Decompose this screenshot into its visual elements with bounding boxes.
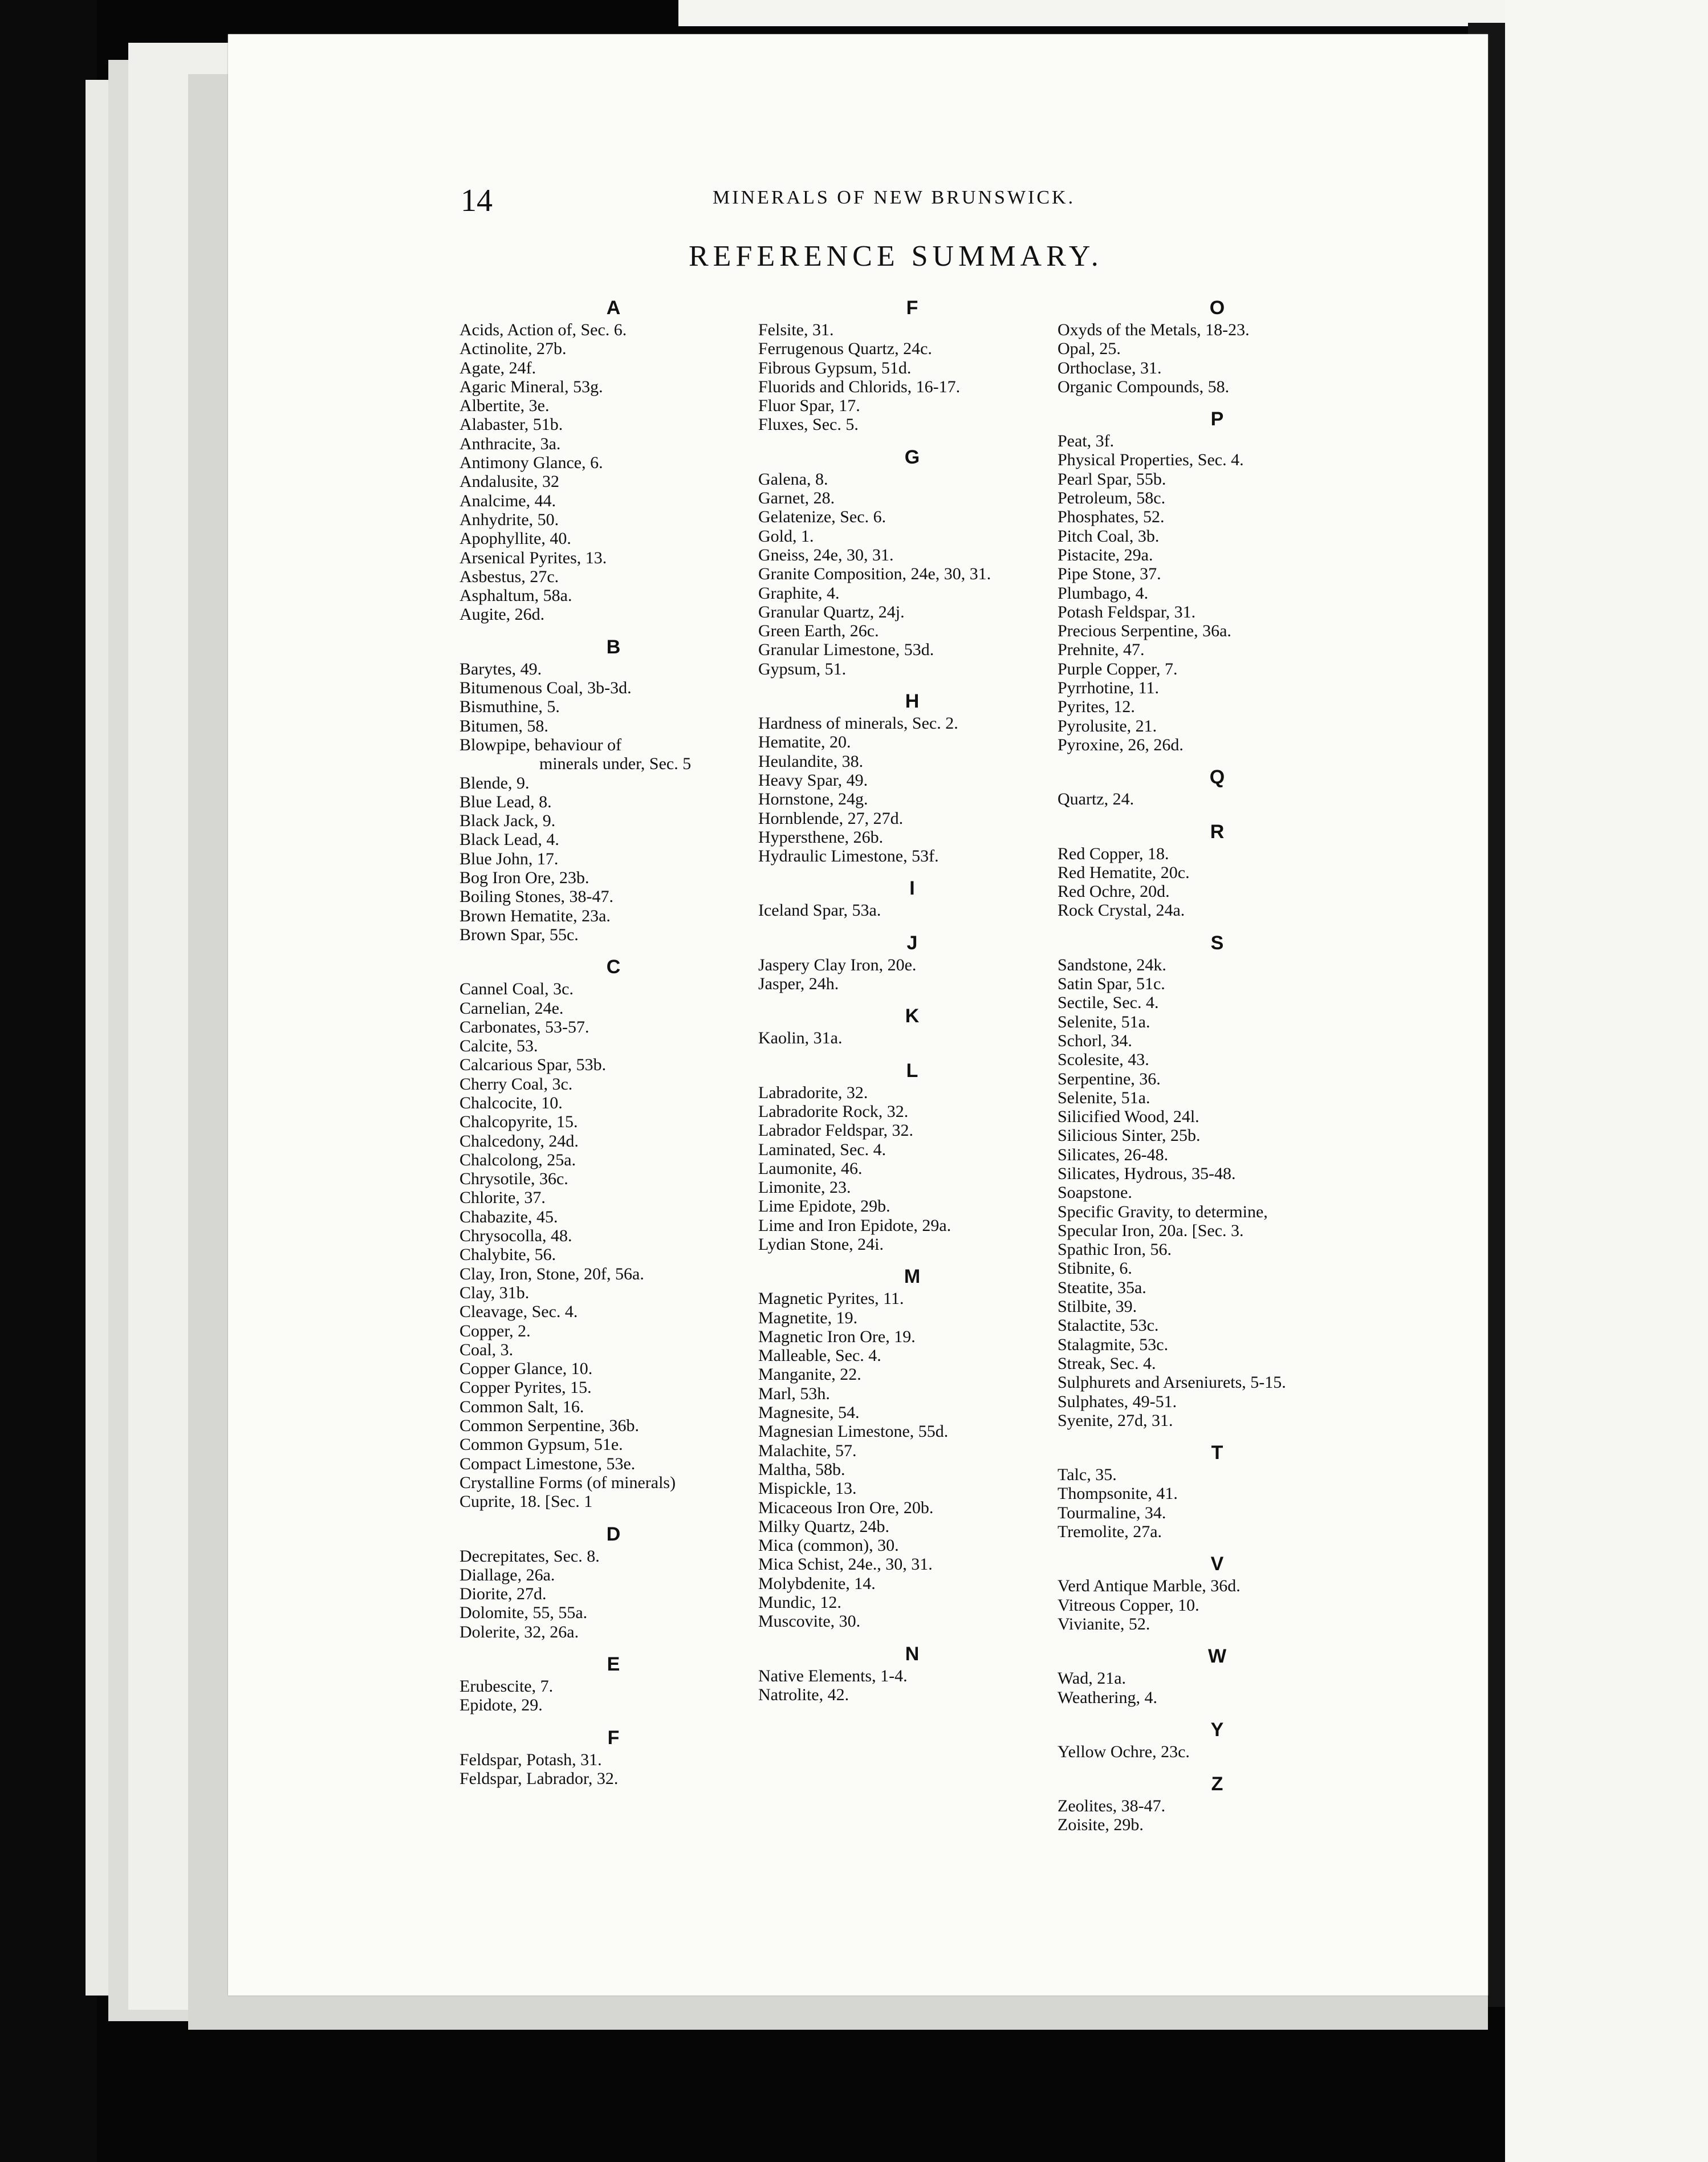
index-entry: Boiling Stones, 38-47. xyxy=(459,887,614,907)
section-letter: E xyxy=(607,1653,620,1675)
index-entry: Red Ochre, 20d. xyxy=(1058,882,1170,901)
index-entry: Agaric Mineral, 53g. xyxy=(459,377,603,396)
index-entry: Acids, Action of, Sec. 6. xyxy=(459,320,627,339)
index-entry: Carnelian, 24e. xyxy=(459,998,564,1018)
entry-list xyxy=(1058,1797,1377,1835)
index-entry: Red Hematite, 20c. xyxy=(1058,863,1190,882)
index-entry: Brown Spar, 55c. xyxy=(459,925,579,944)
index-entry: Syenite, 27d, 31. xyxy=(1058,1411,1173,1430)
index-entry: Fluor Spar, 17. xyxy=(758,396,860,416)
entry-list xyxy=(459,1547,767,1641)
index-entry: Natrolite, 42. xyxy=(758,1685,849,1704)
index-entry: Chrysotile, 36c. xyxy=(459,1169,568,1189)
index-entry: Manganite, 22. xyxy=(758,1365,861,1384)
section-letter: W xyxy=(1207,1645,1227,1668)
index-entry: Cuprite, 18. [Sec. 1 xyxy=(459,1492,593,1511)
index-entry: Vitreous Copper, 10. xyxy=(1058,1595,1199,1615)
index-entry: Blende, 9. xyxy=(459,773,530,793)
index-entry: Serpentine, 36. xyxy=(1058,1069,1161,1088)
index-entry: Silicified Wood, 24l. xyxy=(1058,1107,1199,1127)
index-entry: Dolomite, 55, 55a. xyxy=(459,1603,588,1623)
index-entry: Chalcedony, 24d. xyxy=(459,1131,579,1151)
index-entry: Magnetite, 19. xyxy=(758,1308,858,1327)
index-entry: Mica (common), 30. xyxy=(758,1536,899,1555)
index-entry: Blue John, 17. xyxy=(459,849,559,868)
index-entry: Fluxes, Sec. 5. xyxy=(758,415,859,434)
index-entry: Precious Serpentine, 36a. xyxy=(1058,621,1231,641)
section-letter: M xyxy=(904,1266,921,1288)
index-entry: Chalybite, 56. xyxy=(459,1245,556,1265)
index-entry: Specular Iron, 20a. [Sec. 3. xyxy=(1058,1221,1244,1240)
index-entry: Magnetic Pyrites, 11. xyxy=(758,1289,904,1308)
index-entry: Physical Properties, Sec. 4. xyxy=(1058,450,1244,470)
index-entry: Phosphates, 52. xyxy=(1058,507,1165,527)
index-entry: Copper, 2. xyxy=(459,1321,531,1340)
index-entry: Pistacite, 29a. xyxy=(1058,545,1153,564)
index-entry: Coal, 3. xyxy=(459,1340,514,1359)
facing-page-edge xyxy=(1505,0,1708,2162)
index-entry: Chalcocite, 10. xyxy=(459,1093,563,1112)
scan-background xyxy=(0,0,97,2162)
index-entry: Decrepitates, Sec. 8. xyxy=(459,1546,600,1566)
entry-list xyxy=(758,956,1066,994)
entry-list xyxy=(1058,1669,1377,1707)
index-entry: Stilbite, 39. xyxy=(1058,1297,1137,1316)
index-entry: Heulandite, 38. xyxy=(758,751,864,771)
index-entry: Rock Crystal, 24a. xyxy=(1058,901,1185,920)
index-entry: Chalcopyrite, 15. xyxy=(459,1112,578,1132)
index-entry: Schorl, 34. xyxy=(1058,1031,1132,1050)
index-entry: Galena, 8. xyxy=(758,469,828,489)
section-letter: F xyxy=(607,1726,620,1749)
index-entry: Zoisite, 29b. xyxy=(1058,1815,1144,1835)
index-entry: Opal, 25. xyxy=(1058,339,1121,359)
index-entry: Prehnite, 47. xyxy=(1058,640,1145,660)
section-letter: I xyxy=(909,877,915,900)
entry-list xyxy=(459,1750,767,1789)
index-entry: Black Jack, 9. xyxy=(459,811,556,831)
entry-list xyxy=(459,320,767,624)
index-entry: Scolesite, 43. xyxy=(1058,1050,1149,1070)
entry-list xyxy=(1058,432,1377,754)
index-entry: Mica Schist, 24e., 30, 31. xyxy=(758,1555,933,1574)
index-entry: Cannel Coal, 3c. xyxy=(459,980,574,999)
index-entry: Graphite, 4. xyxy=(758,583,840,603)
index-column-3 xyxy=(1058,285,1377,1835)
page-number: 14 xyxy=(461,183,493,218)
index-entry: Pitch Coal, 3b. xyxy=(1058,526,1160,546)
section-letter: Q xyxy=(1209,766,1225,789)
index-entry: Barytes, 49. xyxy=(459,659,542,678)
index-entry: Vivianite, 52. xyxy=(1058,1614,1150,1633)
section-letter: V xyxy=(1210,1553,1224,1575)
index-entry: Calcarious Spar, 53b. xyxy=(459,1055,607,1075)
index-entry: Asphaltum, 58a. xyxy=(459,586,572,605)
index-entry: Copper Pyrites, 15. xyxy=(459,1378,592,1397)
index-entry: Selenite, 51a. xyxy=(1058,1088,1150,1107)
index-entry: Limonite, 23. xyxy=(758,1178,851,1197)
index-entry: Ferrugenous Quartz, 24c. xyxy=(758,339,932,359)
index-entry: Iceland Spar, 53a. xyxy=(758,901,881,920)
index-entry: Pyrolusite, 21. xyxy=(1058,716,1157,735)
index-entry: Stalagmite, 53c. xyxy=(1058,1335,1169,1354)
index-entry: Granular Quartz, 24j. xyxy=(758,602,905,621)
index-entry: Chabazite, 45. xyxy=(459,1207,558,1226)
index-entry: Muscovite, 30. xyxy=(758,1612,861,1631)
index-entry: Lime and Iron Epidote, 29a. xyxy=(758,1216,951,1235)
entry-list xyxy=(459,980,767,1511)
index-entry: Clay, 31b. xyxy=(459,1283,530,1302)
index-entry: Hardness of minerals, Sec. 2. xyxy=(758,714,958,733)
index-entry: Chlorite, 37. xyxy=(459,1188,546,1208)
index-entry: Augite, 26d. xyxy=(459,605,545,624)
index-entry: Zeolites, 38-47. xyxy=(1058,1797,1166,1816)
entry-list xyxy=(1058,1576,1377,1633)
index-entry: Pipe Stone, 37. xyxy=(1058,564,1161,584)
entry-list xyxy=(459,1677,767,1715)
index-entry: Selenite, 51a. xyxy=(1058,1012,1150,1031)
index-entry: Yellow Ochre, 23c. xyxy=(1058,1742,1190,1761)
index-entry: Malleable, Sec. 4. xyxy=(758,1346,881,1366)
index-entry: Sulphurets and Arseniurets, 5-15. xyxy=(1058,1373,1286,1392)
scan-edge-top xyxy=(678,0,1545,26)
index-entry: Oxyds of the Metals, 18-23. xyxy=(1058,320,1250,339)
index-entry: Spathic Iron, 56. xyxy=(1058,1240,1172,1259)
index-entry: Gypsum, 51. xyxy=(758,659,847,678)
index-entry: Fluorids and Chlorids, 16-17. xyxy=(758,377,961,396)
index-entry: Granite Composition, 24e, 30, 31. xyxy=(758,564,991,584)
index-entry: Pyrrhotine, 11. xyxy=(1058,678,1160,698)
index-entry: Garnet, 28. xyxy=(758,489,835,508)
index-entry: Marl, 53h. xyxy=(758,1384,830,1403)
index-entry: Kaolin, 31a. xyxy=(758,1029,843,1048)
index-entry: Labrador Feldspar, 32. xyxy=(758,1121,914,1140)
index-entry: Feldspar, Potash, 31. xyxy=(459,1750,602,1769)
index-entry: Sandstone, 24k. xyxy=(1058,955,1166,974)
section-letter: K xyxy=(905,1005,920,1027)
index-entry: Gelatenize, Sec. 6. xyxy=(758,507,886,527)
index-entry: Tremolite, 27a. xyxy=(1058,1522,1162,1542)
index-entry: Laumonite, 46. xyxy=(758,1159,863,1178)
section-letter: C xyxy=(606,956,621,978)
index-entry: Agate, 24f. xyxy=(459,358,536,377)
index-entry: Pyroxine, 26, 26d. xyxy=(1058,735,1184,754)
index-entry: Petroleum, 58c. xyxy=(1058,489,1166,508)
index-entry: Antimony Glance, 6. xyxy=(459,453,603,473)
index-entry: Magnesian Limestone, 55d. xyxy=(758,1422,949,1441)
index-entry: Mundic, 12. xyxy=(758,1593,841,1612)
index-entry: Lydian Stone, 24i. xyxy=(758,1234,884,1254)
index-entry: Labradorite, 32. xyxy=(758,1083,868,1102)
section-letter: S xyxy=(1210,932,1224,954)
index-entry: Laminated, Sec. 4. xyxy=(758,1140,886,1159)
entry-list xyxy=(758,901,1066,920)
index-entry: Cleavage, Sec. 4. xyxy=(459,1302,578,1322)
index-entry: Calcite, 53. xyxy=(459,1037,538,1056)
index-entry: Brown Hematite, 23a. xyxy=(459,906,611,925)
index-entry: Diorite, 27d. xyxy=(459,1584,547,1604)
index-entry: Green Earth, 26c. xyxy=(758,621,879,641)
index-entry: Specific Gravity, to determine, xyxy=(1058,1202,1268,1221)
entry-list xyxy=(758,1029,1066,1047)
index-entry: Common Serpentine, 36b. xyxy=(459,1416,639,1436)
index-entry: Epidote, 29. xyxy=(459,1696,543,1715)
index-entry: Orthoclase, 31. xyxy=(1058,358,1162,377)
entry-list xyxy=(1058,1742,1377,1761)
index-entry: Peat, 3f. xyxy=(1058,432,1115,451)
index-entry: Purple Copper, 7. xyxy=(1058,659,1178,678)
index-entry: Wad, 21a. xyxy=(1058,1669,1127,1688)
index-entry: Hornstone, 24g. xyxy=(758,790,868,809)
index-entry: Analcime, 44. xyxy=(459,491,556,510)
entry-list xyxy=(758,714,1066,865)
index-entry: Actinolite, 27b. xyxy=(459,339,567,359)
running-head: MINERALS OF NEW BRUNSWICK. xyxy=(713,187,1076,208)
index-entry: Silicious Sinter, 25b. xyxy=(1058,1126,1201,1145)
index-entry: Micaceous Iron Ore, 20b. xyxy=(758,1498,934,1517)
index-entry: Pyrites, 12. xyxy=(1058,697,1135,717)
index-entry: Labradorite Rock, 32. xyxy=(758,1102,909,1121)
entry-list xyxy=(1058,956,1377,1430)
index-entry: Stibnite, 6. xyxy=(1058,1259,1132,1278)
entry-list xyxy=(1058,320,1377,396)
index-entry: Black Lead, 4. xyxy=(459,830,559,850)
index-entry: Organic Compounds, 58. xyxy=(1058,377,1230,396)
index-entry: Bitumenous Coal, 3b-3d. xyxy=(459,678,632,698)
index-entry: Pearl Spar, 55b. xyxy=(1058,469,1166,489)
index-entry: Apophyllite, 40. xyxy=(459,529,571,548)
section-letter: D xyxy=(606,1523,621,1545)
index-entry: Heavy Spar, 49. xyxy=(758,770,868,790)
index-entry: Soapstone. xyxy=(1058,1183,1132,1202)
index-entry: Streak, Sec. 4. xyxy=(1058,1354,1156,1373)
index-entry: Gneiss, 24e, 30, 31. xyxy=(758,545,894,564)
index-entry: Albertite, 3e. xyxy=(459,396,550,416)
index-entry: Granular Limestone, 53d. xyxy=(758,640,934,660)
index-entry: Thompsonite, 41. xyxy=(1058,1484,1178,1503)
section-letter: Y xyxy=(1210,1718,1224,1741)
index-entry: Arsenical Pyrites, 13. xyxy=(459,548,607,567)
index-entry: Common Salt, 16. xyxy=(459,1397,584,1416)
section-letter: O xyxy=(1209,297,1225,319)
section-letter: L xyxy=(906,1059,918,1082)
index-entry: Chrysocolla, 48. xyxy=(459,1226,572,1246)
index-entry: Mispickle, 13. xyxy=(758,1479,857,1498)
entry-list xyxy=(1058,790,1377,808)
index-entry: Clay, Iron, Stone, 20f, 56a. xyxy=(459,1264,644,1283)
index-entry: Andalusite, 32 xyxy=(459,472,559,491)
index-entry: Bitumen, 58. xyxy=(459,716,548,735)
entry-list xyxy=(459,660,767,944)
index-entry: minerals under, Sec. 5 xyxy=(539,754,692,774)
index-entry: Plumbago, 4. xyxy=(1058,583,1149,603)
index-entry: Steatite, 35a. xyxy=(1058,1278,1146,1297)
index-entry: Copper Glance, 10. xyxy=(459,1359,593,1379)
entry-list xyxy=(1058,1465,1377,1541)
index-entry: Carbonates, 53-57. xyxy=(459,1017,589,1037)
index-entry: Hornblende, 27, 27d. xyxy=(758,808,904,828)
page-title: REFERENCE SUMMARY. xyxy=(689,240,1103,273)
section-letter: T xyxy=(1211,1442,1223,1464)
index-entry: Tourmaline, 34. xyxy=(1058,1503,1166,1522)
index-entry: Quartz, 24. xyxy=(1058,790,1134,809)
index-entry: Felsite, 31. xyxy=(758,320,834,339)
section-letter: F xyxy=(906,297,918,319)
index-entry: Talc, 35. xyxy=(1058,1465,1117,1485)
index-entry: Milky Quartz, 24b. xyxy=(758,1517,889,1536)
index-entry: Sectile, Sec. 4. xyxy=(1058,993,1159,1013)
index-entry: Native Elements, 1-4. xyxy=(758,1666,908,1685)
index-entry: Anthracite, 3a. xyxy=(459,434,561,453)
index-entry: Blue Lead, 8. xyxy=(459,792,552,811)
section-letter: P xyxy=(1210,408,1224,430)
index-entry: Common Gypsum, 51e. xyxy=(459,1435,623,1454)
index-entry: Hypersthene, 26b. xyxy=(758,827,884,847)
index-entry: Crystalline Forms (of minerals) xyxy=(459,1473,676,1492)
index-entry: Diallage, 26a. xyxy=(459,1565,555,1584)
index-column-2 xyxy=(758,285,1066,1704)
index-entry: Verd Antique Marble, 36d. xyxy=(1058,1576,1241,1596)
section-letter: G xyxy=(904,446,920,468)
index-entry: Compact Limestone, 53e. xyxy=(459,1454,636,1473)
section-letter: B xyxy=(606,636,621,658)
index-entry: Dolerite, 32, 26a. xyxy=(459,1622,579,1641)
index-entry: Lime Epidote, 29b. xyxy=(758,1197,890,1216)
index-entry: Molybdenite, 14. xyxy=(758,1574,876,1593)
index-entry: Magnetic Iron Ore, 19. xyxy=(758,1327,916,1346)
index-entry: Bog Iron Ore, 23b. xyxy=(459,868,589,888)
entry-list xyxy=(1058,844,1377,920)
index-entry: Weathering, 4. xyxy=(1058,1688,1158,1707)
index-entry: Bismuthine, 5. xyxy=(459,697,560,717)
index-entry: Jasper, 24h. xyxy=(758,974,839,994)
index-entry: Fibrous Gypsum, 51d. xyxy=(758,358,912,377)
index-entry: Gold, 1. xyxy=(758,526,814,546)
index-entry: Red Copper, 18. xyxy=(1058,844,1169,863)
index-entry: Stalactite, 53c. xyxy=(1058,1316,1159,1335)
index-entry: Maltha, 58b. xyxy=(758,1460,845,1479)
index-entry: Magnesite, 54. xyxy=(758,1403,860,1423)
index-entry: Feldspar, Labrador, 32. xyxy=(459,1769,619,1788)
section-letter: H xyxy=(905,690,920,713)
section-letter: J xyxy=(906,932,918,954)
index-entry: Erubescite, 7. xyxy=(459,1677,554,1696)
section-letter: A xyxy=(606,297,621,319)
index-entry: Cherry Coal, 3c. xyxy=(459,1074,573,1094)
index-entry: Silicates, Hydrous, 35-48. xyxy=(1058,1164,1236,1183)
index-entry: Chalcolong, 25a. xyxy=(459,1150,576,1169)
index-entry: Potash Feldspar, 31. xyxy=(1058,602,1196,621)
index-entry: Jaspery Clay Iron, 20e. xyxy=(758,955,917,974)
index-entry: Alabaster, 51b. xyxy=(459,415,563,434)
index-entry: Sulphates, 49-51. xyxy=(1058,1392,1177,1411)
entry-list xyxy=(758,1083,1066,1254)
entry-list xyxy=(758,1667,1066,1705)
index-entry: Malachite, 57. xyxy=(758,1441,857,1460)
section-letter: R xyxy=(1210,820,1225,843)
entry-list xyxy=(758,1289,1066,1631)
entry-list xyxy=(758,470,1066,678)
index-column-1 xyxy=(459,285,767,1788)
index-entry: Asbestus, 27c. xyxy=(459,567,559,586)
entry-list xyxy=(758,320,1066,434)
index-entry: Silicates, 26-48. xyxy=(1058,1145,1169,1164)
index-entry: Hematite, 20. xyxy=(758,733,851,752)
index-entry: Satin Spar, 51c. xyxy=(1058,974,1165,994)
section-letter: Z xyxy=(1211,1773,1223,1795)
section-letter: N xyxy=(905,1643,920,1665)
index-entry: Blowpipe, behaviour of xyxy=(459,735,622,754)
index-entry: Anhydrite, 50. xyxy=(459,510,559,529)
index-entry: Hydraulic Limestone, 53f. xyxy=(758,847,939,866)
